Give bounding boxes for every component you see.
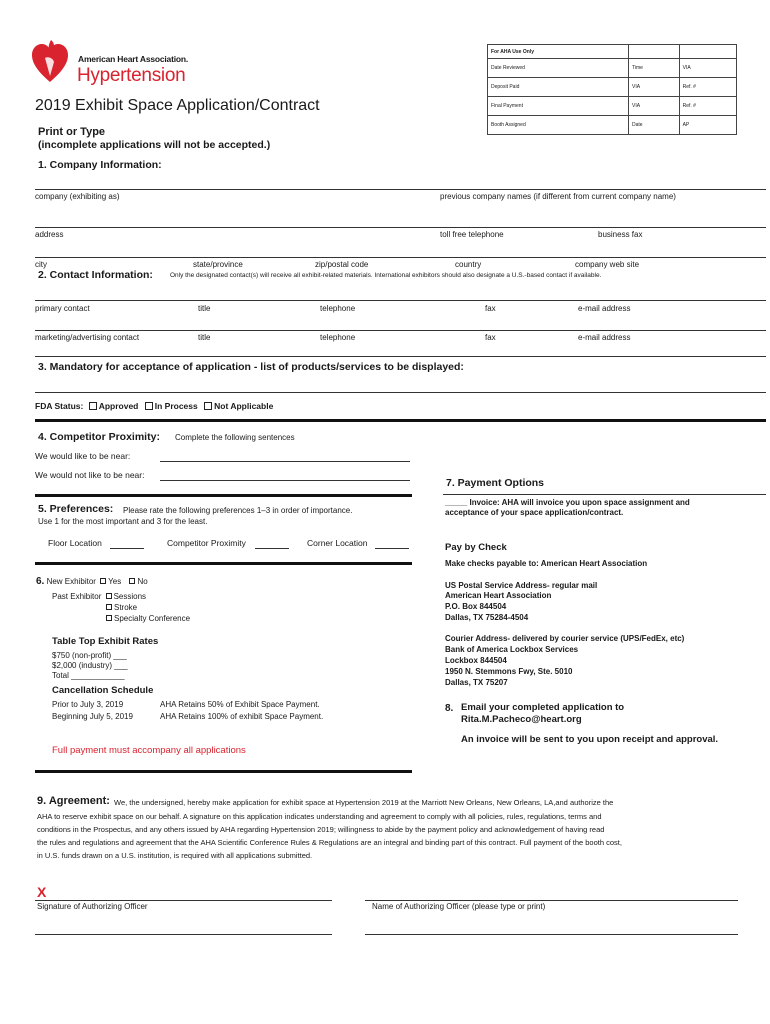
competitor-heading: 4. Competitor Proximity: [38, 431, 160, 443]
company-heading: 1. Company Information: [38, 159, 162, 171]
primary-contact-field[interactable] [35, 300, 766, 301]
fda-in-process-checkbox[interactable] [145, 402, 153, 410]
rate-total[interactable]: Total ____________ [52, 671, 125, 680]
competitor-near-field[interactable] [160, 461, 410, 462]
pay-by-check-heading: Pay by Check [445, 542, 507, 553]
competitor-not-near-field[interactable] [160, 480, 410, 481]
name-line-2[interactable] [365, 934, 738, 935]
rates-heading: Table Top Exhibit Rates [52, 636, 159, 647]
email-address[interactable]: Rita.M.Pacheco@heart.org [461, 714, 582, 725]
aha-use-table [487, 44, 737, 135]
agreement-heading: 9. Agreement: [37, 795, 110, 807]
aha-use-heading: For AHA Use Only [488, 45, 629, 59]
table-row: Booth Assigned Date AP [488, 116, 737, 135]
incomplete-note: (incomplete applications will not be accepted.) [38, 139, 271, 151]
past-exhibitor-row: Past Exhibitor Sessions [52, 592, 147, 601]
fda-status: FDA Status: Approved In Process Not Applicable [35, 401, 274, 411]
aha-logo [30, 36, 70, 86]
past-sessions-checkbox[interactable] [106, 593, 112, 599]
invoice-note: An invoice will be sent to you upon receipt and approval. [461, 734, 719, 745]
officer-name-field[interactable] [365, 900, 738, 901]
rate-industry[interactable]: $2,000 (industry) ___ [52, 661, 128, 670]
signature-x-mark: X [37, 884, 47, 900]
fda-not-applicable-checkbox[interactable] [204, 402, 212, 410]
print-or-type: Print or Type [38, 126, 106, 138]
contact-heading: 2. Contact Information: [38, 269, 153, 281]
past-stroke-checkbox[interactable] [106, 604, 112, 610]
products-heading: 3. Mandatory for acceptance of application - list of products/services to be displayed: [38, 361, 464, 373]
new-exhibitor-row: 6. New Exhibitor Yes No [36, 576, 148, 587]
company-name-field[interactable] [35, 189, 766, 190]
heart-torch-icon [30, 36, 70, 86]
org-name: American Heart Association. [78, 54, 189, 64]
floor-location-rank[interactable] [110, 548, 144, 549]
past-specialty-checkbox[interactable] [106, 615, 112, 621]
new-exhibitor-no-checkbox[interactable] [129, 578, 135, 584]
corner-location-rank[interactable] [375, 548, 409, 549]
payment-heading: 7. Payment Options [446, 477, 545, 489]
marketing-contact-field[interactable] [35, 330, 766, 331]
signature-field[interactable] [35, 900, 332, 901]
rate-nonprofit[interactable]: $750 (non-profit) ___ [52, 651, 127, 660]
table-row: Final Payment VIA Ref. # [488, 97, 737, 116]
brand-name: Hypertension [77, 65, 186, 86]
page-title: 2019 Exhibit Space Application/Contract [35, 97, 320, 114]
cancellation-heading: Cancellation Schedule [52, 685, 154, 696]
contact-note: Only the designated contact(s) will receive all exhibit-related materials. International exhibitors should also designate a U.S.-based contact if available. [170, 272, 602, 279]
address-field[interactable] [35, 227, 766, 228]
city-field[interactable] [35, 257, 766, 258]
new-exhibitor-yes-checkbox[interactable] [100, 578, 106, 584]
invoice-option[interactable]: _____ Invoice: AHA will invoice you upon space assignment and [445, 498, 690, 507]
table-row: Deposit Paid VIA Ref. # [488, 78, 737, 97]
full-payment-note: Full payment must accompany all applications [52, 745, 246, 756]
preferences-heading: 5. Preferences: [38, 503, 114, 515]
table-row: Date Reviewed Time VIA [488, 59, 737, 78]
products-field[interactable] [35, 392, 766, 393]
competitor-proximity-rank[interactable] [255, 548, 289, 549]
signature-line-2[interactable] [35, 934, 332, 935]
fda-approved-checkbox[interactable] [89, 402, 97, 410]
